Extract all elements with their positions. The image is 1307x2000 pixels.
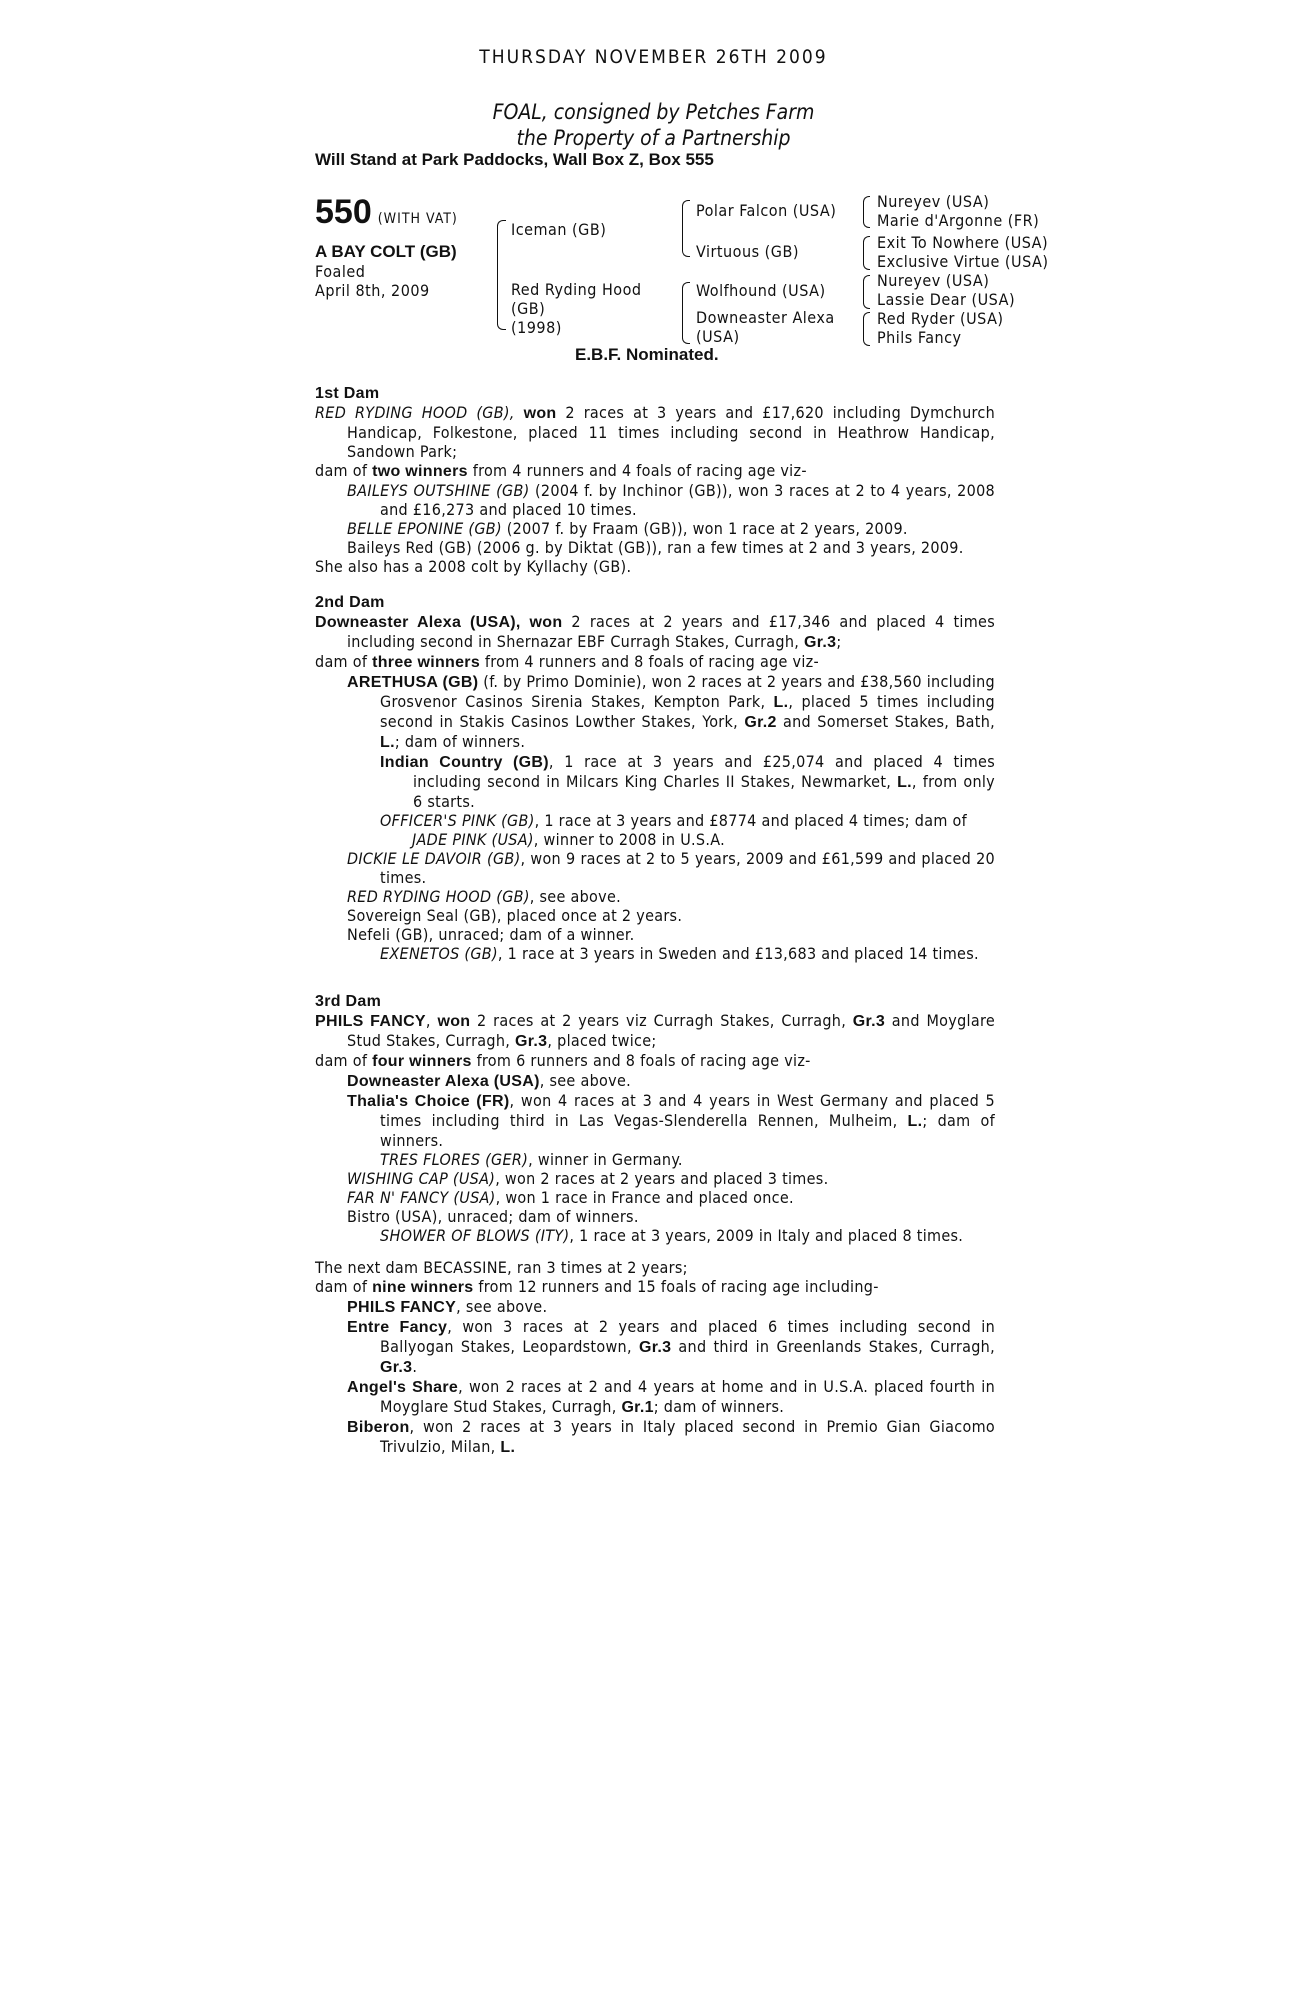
pedigree-brace-2b — [682, 282, 690, 344]
second-dam-heading: 2nd Dam — [315, 594, 385, 611]
ebf-nomination: E.B.F. Nominated. — [575, 345, 719, 364]
next-dam-produce-summary: dam of nine winners from 12 runners and 15 foals of racing age including- — [315, 1277, 879, 1296]
produce-entry: Entre Fancy, won 3 races at 2 years and placed 6 times including second in Ballyogan Stakes, Leopardstown, Gr.3 and third in Greenlands Stakes, Curragh, Gr.3. — [347, 1317, 995, 1376]
sale-date-header: THURSDAY NOVEMBER 26TH 2009 — [479, 46, 828, 68]
produce-entry: Baileys Red (GB) (2006 g. by Diktat (GB)), ran a few times at 2 and 3 years, 2009. — [347, 538, 964, 557]
first-dam-also: She also has a 2008 colt by Kyllachy (GB). — [315, 557, 632, 576]
ped-ddd: Phils Fancy — [877, 328, 962, 347]
first-dam-section — [315, 384, 995, 576]
owner-line: the Property of a Partnership — [516, 126, 791, 150]
next-dam-intro: The next dam BECASSINE, ran 3 times at 2 years; — [315, 1258, 688, 1277]
next-dam-section — [315, 1258, 995, 1457]
sire-sire: Polar Falcon (USA) — [696, 201, 837, 220]
produce-entry: Biberon, won 2 races at 3 years in Italy placed second in Premio Gian Giacomo Trivulzio, Milan, L. — [347, 1417, 995, 1456]
first-dam-record: RED RYDING HOOD (GB), won 2 races at 3 years and £17,620 including Dymchurch Handicap, Folkestone, placed 11 times including second in Heathrow Handicap, Sandown Park; — [315, 403, 995, 461]
produce-entry: BAILEYS OUTSHINE (GB) (2004 f. by Inchinor (GB)), won 3 races at 2 to 4 years, 2008 and £16,273 and placed 10 times. — [347, 481, 995, 519]
dam-dam-line2: (USA) — [696, 327, 740, 346]
foaled-label: Foaled — [315, 262, 366, 281]
produce-entry: Indian Country (GB), 1 race at 3 years and £25,074 and placed 4 times including second in Milcars King Charles II Stakes, Newmarket, L., from only 6 starts. — [380, 752, 996, 811]
ped-sdd: Exclusive Virtue (USA) — [877, 252, 1049, 271]
pedigree-brace-3b — [863, 236, 870, 270]
produce-entry: Sovereign Seal (GB), placed once at 2 years. — [347, 906, 683, 925]
produce-entry: Downeaster Alexa (USA), see above. — [347, 1071, 631, 1090]
produce-entry: Angel's Share, won 2 races at 2 and 4 years at home and in U.S.A. placed fourth in Moyglare Stud Stakes, Curragh, Gr.1; dam of winners. — [347, 1377, 995, 1416]
third-dam-record: PHILS FANCY, won 2 races at 2 years viz Curragh Stakes, Curragh, Gr.3 and Moyglare Stud Stakes, Curragh, Gr.3, placed twice; — [315, 1011, 995, 1050]
pedigree-brace-3c — [863, 275, 870, 309]
third-dam-produce-summary: dam of four winners from 6 runners and 8 foals of racing age viz- — [315, 1051, 811, 1070]
dam-line2: (GB) — [511, 299, 546, 318]
produce-entry: TRES FLORES (GER), winner in Germany. — [380, 1150, 683, 1169]
ped-sss: Nureyev (USA) — [877, 192, 990, 211]
produce-entry: JADE PINK (USA), winner to 2008 in U.S.A. — [412, 830, 725, 849]
produce-entry: Nefeli (GB), unraced; dam of a winner. — [347, 925, 635, 944]
sire: Iceman (GB) — [511, 220, 607, 239]
ped-dss: Nureyev (USA) — [877, 271, 990, 290]
foaled-date: April 8th, 2009 — [315, 281, 430, 300]
pedigree-brace-3a — [863, 196, 870, 228]
produce-entry: SHOWER OF BLOWS (ITY), 1 race at 3 years, 2009 in Italy and placed 8 times. — [380, 1226, 964, 1245]
produce-entry: Bistro (USA), unraced; dam of winners. — [347, 1207, 639, 1226]
produce-entry: OFFICER'S PINK (GB), 1 race at 3 years and £8774 and placed 4 times; dam of — [380, 811, 967, 830]
produce-entry: PHILS FANCY, see above. — [347, 1297, 548, 1316]
produce-entry: DICKIE LE DAVOIR (GB), won 9 races at 2 to 5 years, 2009 and £61,599 and placed 20 times. — [347, 849, 995, 887]
third-dam-section — [315, 992, 995, 1245]
produce-entry: BELLE EPONINE (GB) (2007 f. by Fraam (GB)), won 1 race at 2 years, 2009. — [347, 519, 908, 538]
dam-sire: Wolfhound (USA) — [696, 281, 826, 300]
produce-entry: WISHING CAP (USA), won 2 races at 2 years and placed 3 times. — [347, 1169, 829, 1188]
produce-entry: EXENETOS (GB), 1 race at 3 years in Sweden and £13,683 and placed 14 times. — [380, 944, 979, 963]
second-dam-produce-summary: dam of three winners from 4 runners and 8 foals of racing age viz- — [315, 652, 820, 671]
ped-ssd: Marie d'Argonne (FR) — [877, 211, 1040, 230]
first-dam-produce-summary: dam of two winners from 4 runners and 4 foals of racing age viz- — [315, 461, 807, 480]
ped-dds: Red Ryder (USA) — [877, 309, 1004, 328]
dam-line1: Red Ryding Hood — [511, 280, 642, 299]
produce-entry: FAR N' FANCY (USA), won 1 race in France and placed once. — [347, 1188, 794, 1207]
pedigree-brace-2a — [682, 200, 690, 257]
ped-dsd: Lassie Dear (USA) — [877, 290, 1016, 309]
lot-number: 550 — [315, 193, 372, 231]
third-dam-heading: 3rd Dam — [315, 993, 382, 1010]
consignor-line: FOAL, consigned by Petches Farm — [492, 100, 815, 124]
vat-label: (WITH VAT) — [377, 211, 458, 227]
lot-name: A BAY COLT (GB) — [315, 242, 457, 261]
second-dam-section — [315, 593, 995, 963]
produce-entry: ARETHUSA (GB) (f. by Primo Dominie), won 2 races at 2 years and £38,560 including Grosvenor Casinos Sirenia Stakes, Kempton Park, L., placed 5 times including second in Stakis Casinos Lowther Stakes, York, Gr.2 and Somerset Stakes, Bath, L.; dam of winners. — [347, 672, 996, 751]
lot-number-block — [315, 193, 458, 232]
dam-line3: (1998) — [511, 318, 562, 337]
produce-entry: Thalia's Choice (FR), won 4 races at 3 and 4 years in West Germany and placed 5 times including third in Las Vegas-Slenderella Rennen, Mulheim, L.; dam of winners. — [347, 1091, 996, 1150]
pedigree-brace-1 — [497, 220, 506, 330]
sire-dam: Virtuous (GB) — [696, 242, 799, 261]
second-dam-record: Downeaster Alexa (USA), won 2 races at 2 years and £17,346 and placed 4 times including second in Shernazar EBF Curragh Stakes, Curragh, Gr.3; — [315, 612, 996, 651]
first-dam-heading: 1st Dam — [315, 385, 380, 402]
stand-location: Will Stand at Park Paddocks, Wall Box Z, Box 555 — [315, 150, 714, 169]
ped-sds: Exit To Nowhere (USA) — [877, 233, 1049, 252]
pedigree-brace-3d — [863, 312, 870, 346]
produce-entry: RED RYDING HOOD (GB), see above. — [347, 887, 622, 906]
dam-dam-line1: Downeaster Alexa — [696, 308, 835, 327]
